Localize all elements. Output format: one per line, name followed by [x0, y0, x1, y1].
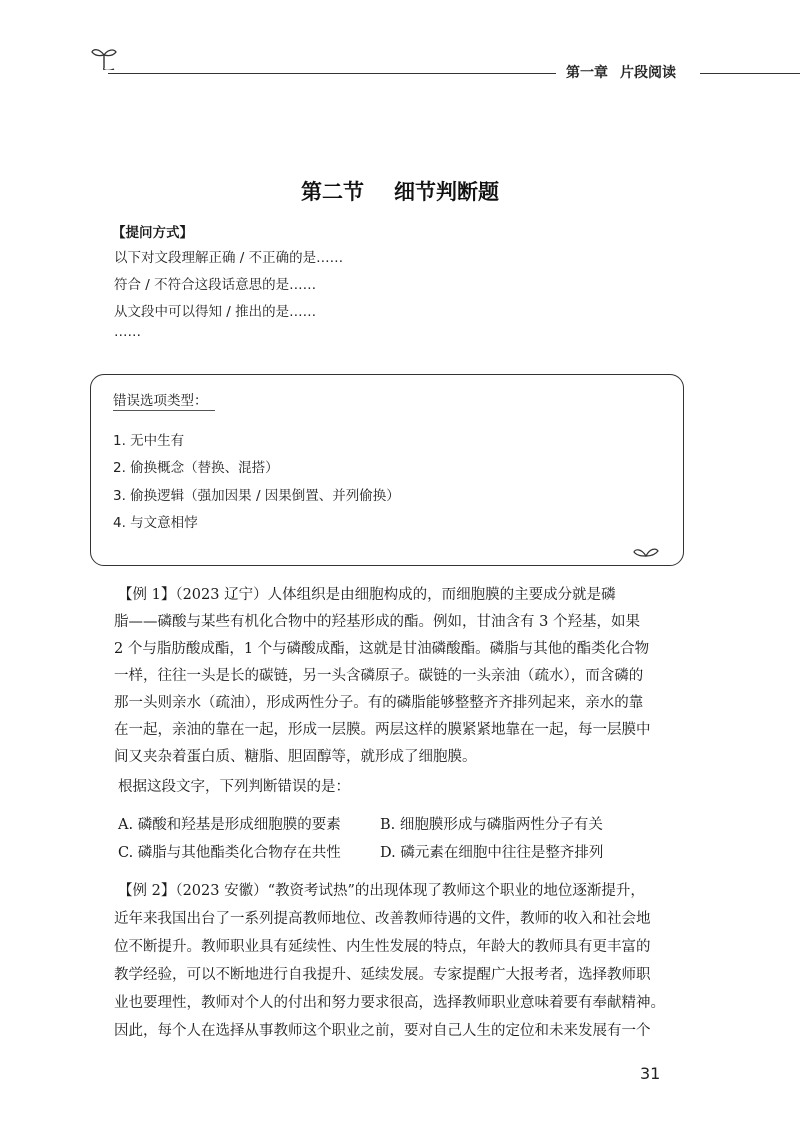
- example2-line: 因此，每个人在选择从事教师这个职业之前，要对自己人生的定位和未来发展有一个: [114, 1023, 651, 1039]
- header-rule-right: [700, 73, 800, 74]
- example2-line: 【例 2】（2023 安徽）“教资考试热”的出现体现了教师这个职业的地位逐渐提升，: [118, 883, 645, 899]
- example2-line: 位不断提升。教师职业具有延续性、内生性发展的特点，年龄大的教师具有更丰富的: [114, 939, 651, 955]
- sprout-icon: [90, 44, 118, 70]
- question-format-line: ……: [114, 324, 141, 340]
- error-types-heading: 错误选项类型：: [113, 393, 208, 409]
- option-a: A. 磷酸和羟基是形成细胞膜的要素: [118, 817, 341, 833]
- example2-line: 近年来我国出台了一系列提高教师地位、改善教师待遇的文件，教师的收入和社会地: [114, 911, 651, 927]
- error-type-item: 3. 偷换逻辑（强加因果 / 因果倒置、并列偷换）: [113, 488, 400, 504]
- chapter-number: 第一章: [566, 65, 608, 81]
- section-title: [0, 176, 800, 206]
- example1-line: 那一头则亲水（疏油），形成两性分子。有的磷脂能够整整齐齐排列起来，亲水的靠: [114, 695, 644, 711]
- example1-question: 根据这段文字，下列判断错误的是：: [118, 779, 350, 795]
- example1-line: 2 个与脂肪酸成酯，1 个与磷酸成酯，这就是甘油磷酸酯。磷脂与其他的酯类化合物: [114, 641, 650, 657]
- error-type-item: 2. 偷换概念（替换、混搭）: [113, 460, 279, 476]
- question-format-line: 从文段中可以得知 / 推出的是……: [114, 304, 317, 320]
- example1-line: 【例 1】（2023 辽宁）人体组织是由细胞构成的，而细胞膜的主要成分就是磷: [118, 587, 616, 603]
- section-number: 第二节: [301, 179, 364, 204]
- section-name: 细节判断题: [394, 179, 499, 204]
- option-c: C. 磷脂与其他酯类化合物存在共性: [118, 845, 341, 861]
- option-d: D. 磷元素在细胞中往往是整齐排列: [380, 845, 604, 861]
- leaf-icon: [632, 542, 660, 560]
- example1-line: 在一起，亲油的靠在一起，形成一层膜。两层这样的膜紧紧地靠在一起，每一层膜中: [114, 722, 651, 738]
- question-format-heading: 【提问方式】: [112, 225, 193, 241]
- chapter-title: 片段阅读: [620, 65, 676, 81]
- heading-underline: [113, 410, 215, 411]
- header-rule: [108, 73, 556, 74]
- option-b: B. 细胞膜形成与磷脂两性分子有关: [380, 817, 603, 833]
- question-format-line: 以下对文段理解正确 / 不正确的是……: [114, 250, 344, 266]
- page-number: 31: [640, 1064, 661, 1083]
- running-header: [566, 62, 676, 82]
- example2-line: 业也要理性，教师对个人的付出和努力要求很高，选择教师职业意味着要有奉献精神。: [114, 995, 665, 1011]
- error-type-item: 1. 无中生有: [113, 433, 185, 449]
- example1-line: 一样，往往一头是长的碳链，另一头含磷原子。碳链的一头亲油（疏水），而含磷的: [114, 668, 644, 684]
- example1-line: 脂——磷酸与某些有机化合物中的羟基形成的酯。例如，甘油含有 3 个羟基，如果: [114, 614, 640, 630]
- example1-line: 间又夹杂着蛋白质、糖脂、胆固醇等，就形成了细胞膜。: [114, 749, 477, 765]
- error-type-item: 4. 与文意相悖: [113, 515, 198, 531]
- example2-line: 教学经验，可以不断地进行自我提升、延续发展。专家提醒广大报考者，选择教师职: [114, 967, 651, 983]
- question-format-line: 符合 / 不符合这段话意思的是……: [114, 277, 317, 293]
